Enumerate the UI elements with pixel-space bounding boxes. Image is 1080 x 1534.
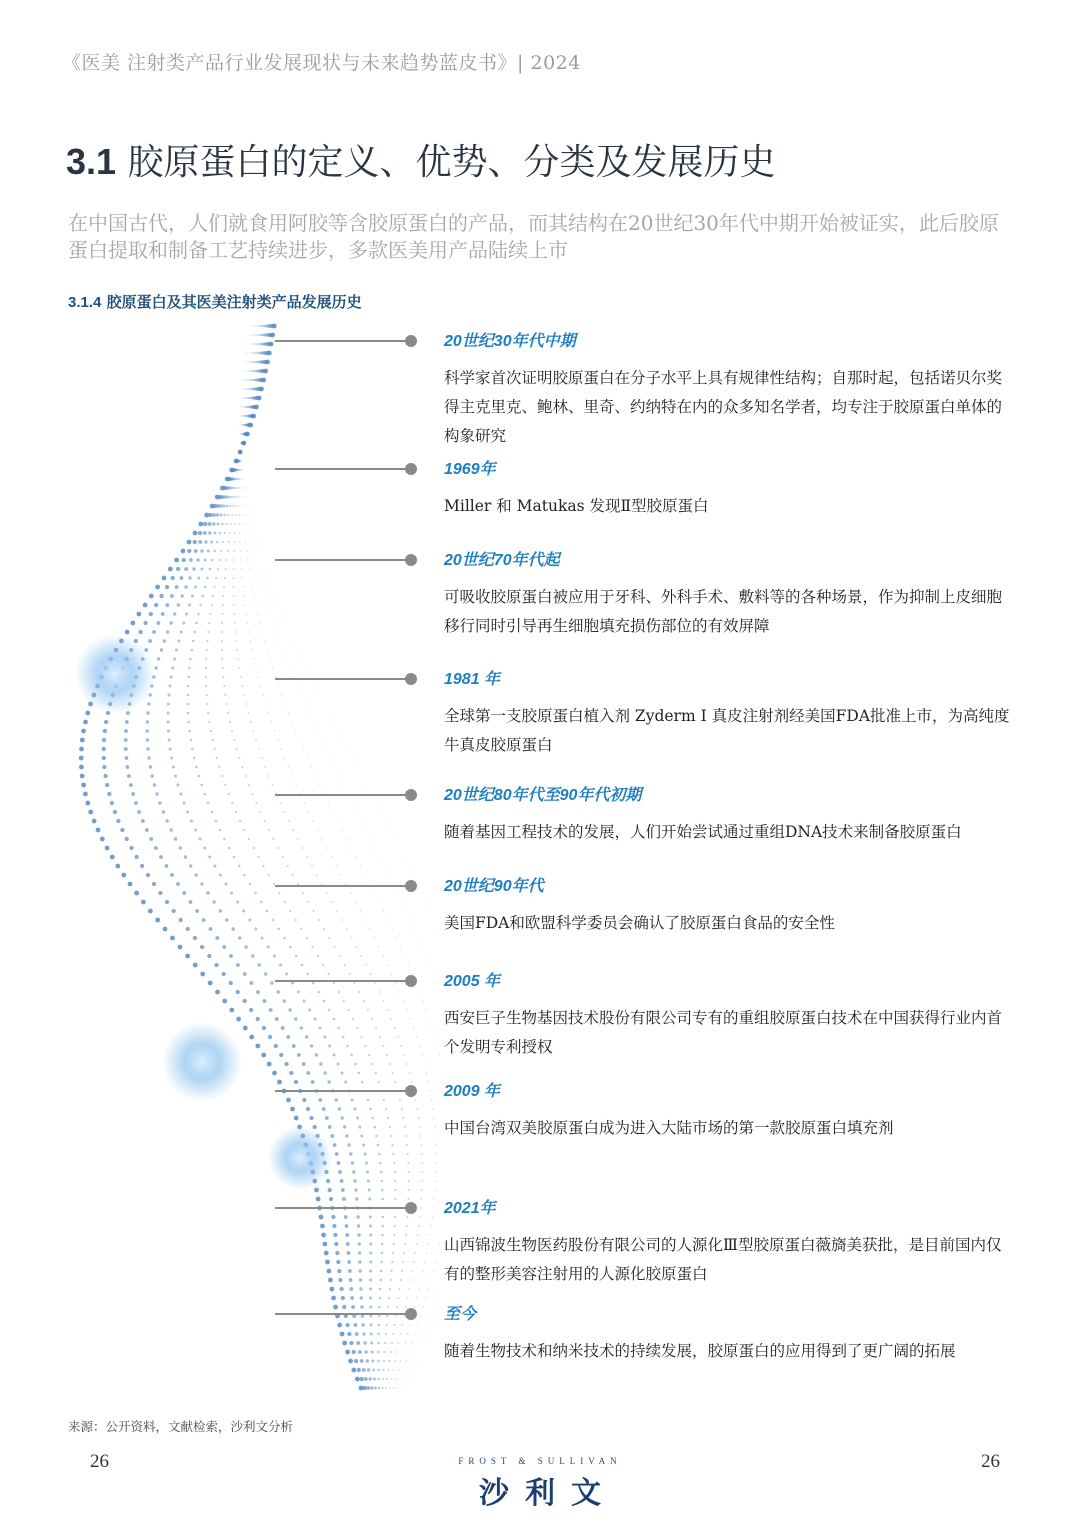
connector-line	[275, 340, 405, 342]
connector-line	[275, 678, 405, 680]
connector-dot	[405, 1202, 417, 1214]
connector-dot	[405, 789, 417, 801]
timeline-event	[0, 1306, 1080, 1360]
timeline-event	[0, 1200, 1080, 1283]
connector-line	[275, 980, 405, 982]
event-date: 2005 年	[444, 973, 501, 990]
event-date: 2009 年	[444, 1083, 501, 1100]
event-description: 山西锦波生物医药股份有限公司的人源化Ⅲ型胶原蛋白薇旖美获批，是目前国内仅有的整形美容注射用的人源化胶原蛋白	[444, 1236, 1002, 1283]
timeline-event	[0, 552, 1080, 635]
timeline-event	[0, 461, 1080, 515]
event-description: 西安巨子生物基因技术股份有限公司专有的重组胶原蛋白技术在中国获得行业内首个发明专利授权	[444, 1009, 1003, 1056]
connector-line	[275, 885, 405, 887]
connector-dot	[405, 463, 417, 475]
event-date: 1969年	[444, 461, 496, 478]
event-description: 全球第一支胶原蛋白植入剂 Zyderm Ⅰ 真皮注射剂经美国FDA批准上市，为高纯度牛真皮胶原蛋白	[444, 707, 1010, 754]
sub-heading	[68, 291, 362, 312]
event-date: 至今	[444, 1306, 477, 1323]
event-description: 随着基因工程技术的发展，人们开始尝试通过重组DNA技术来制备胶原蛋白	[444, 823, 962, 841]
connector-dot	[405, 975, 417, 987]
event-date: 2021年	[444, 1200, 496, 1217]
intro-paragraph: 在中国古代，人们就食用阿胶等含胶原蛋白的产品，而其结构在20世纪30年代中期开始被证实，此后胶原蛋白提取和制备工艺持续进步，多款医美用产品陆续上市	[68, 211, 999, 262]
connector-line	[275, 794, 405, 796]
sub-heading-text: 胶原蛋白及其医美注射类产品发展历史	[101, 293, 362, 311]
helix-illustration	[60, 322, 440, 1397]
connector-line	[275, 1090, 405, 1092]
event-date: 1981 年	[444, 671, 501, 688]
connector-line	[275, 468, 405, 470]
connector-line	[275, 1313, 405, 1315]
frost-sullivan-logo	[440, 1456, 640, 1512]
page-number-left: 26	[90, 1451, 109, 1472]
event-date: 20世纪90年代	[444, 878, 544, 895]
event-description: 美国FDA和欧盟科学委员会确认了胶原蛋白食品的安全性	[444, 914, 835, 932]
timeline-event	[0, 787, 1080, 841]
timeline-event	[0, 973, 1080, 1056]
event-description: 中国台湾双美胶原蛋白成为进入大陆市场的第一款胶原蛋白填充剂	[444, 1119, 894, 1137]
connector-line	[275, 559, 405, 561]
section-number: 3.1	[66, 141, 117, 182]
event-description: 科学家首次证明胶原蛋白在分子水平上具有规律性结构；自那时起，包括诺贝尔奖得主克里克、鲍林、里奇、约纳特在内的众多知名学者，均专注于胶原蛋白单体的构象研究	[444, 369, 1003, 445]
connector-dot	[405, 880, 417, 892]
connector-dot	[405, 335, 417, 347]
logo-english: FROST & SULLIVAN	[458, 1456, 622, 1466]
timeline-event	[0, 333, 1080, 445]
event-date: 20世纪80年代至90年代初期	[444, 787, 642, 804]
event-description: 可吸收胶原蛋白被应用于牙科、外科手术、敷料等的各种场景，作为抑制上皮细胞移行同时引导再生细胞填充损伤部位的有效屏障	[444, 588, 1003, 635]
event-description: 随着生物技术和纳米技术的持续发展，胶原蛋白的应用得到了更广阔的拓展	[444, 1342, 956, 1360]
page-number-right: 26	[981, 1451, 1000, 1472]
event-date: 20世纪30年代中期	[444, 333, 576, 350]
sub-heading-number: 3.1.4	[68, 294, 102, 311]
connector-line	[275, 1207, 405, 1209]
connector-dot	[405, 1308, 417, 1320]
timeline-event	[0, 671, 1080, 754]
source-note: 来源：公开资料，文献检索，沙利文分析	[68, 1419, 294, 1434]
event-description: Miller 和 Matukas 发现Ⅱ型胶原蛋白	[444, 497, 709, 515]
connector-dot	[405, 554, 417, 566]
connector-dot	[405, 673, 417, 685]
section-title: 胶原蛋白的定义、优势、分类及发展历史	[116, 142, 776, 183]
report-header: 《医美 注射类产品行业发展现状与未来趋势蓝皮书》| 2024	[62, 52, 581, 74]
timeline-event	[0, 878, 1080, 932]
page-title	[66, 134, 776, 185]
connector-dot	[405, 1085, 417, 1097]
logo-chinese: 沙利文	[479, 1476, 617, 1511]
event-date: 20世纪70年代起	[444, 552, 560, 569]
timeline-event	[0, 1083, 1080, 1137]
